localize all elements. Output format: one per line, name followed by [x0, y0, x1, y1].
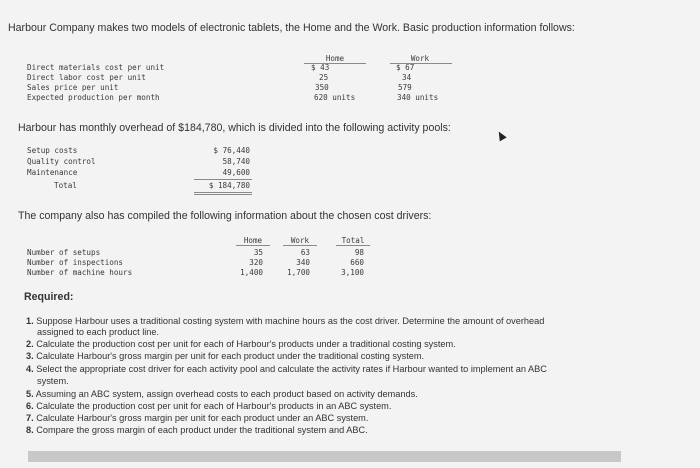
- requirement-continuation: system.: [37, 376, 69, 386]
- pool-total-label: Total: [54, 181, 77, 190]
- requirement-text: Select the appropriate cost driver for each activity pool and calculate the activity rates if Harbour wanted to implement an ABC: [36, 364, 547, 374]
- production-row-work: $ 67: [396, 63, 415, 72]
- production-row-home: $ 43: [311, 63, 330, 72]
- pool-value: 58,740: [222, 157, 250, 166]
- requirement-number: 8.: [26, 425, 34, 435]
- driver-home: 35: [253, 248, 263, 257]
- driver-total: 3,100: [341, 268, 364, 277]
- mouse-cursor-icon: [495, 130, 506, 142]
- requirement-item: [26, 351, 424, 362]
- production-row-label: Direct materials cost per unit: [27, 63, 165, 72]
- production-row-work: 579: [398, 83, 412, 92]
- production-header-home: Home: [325, 54, 345, 63]
- pool-value: 49,600: [222, 168, 250, 177]
- requirement-text: Compare the gross margin of each product under the traditional system and ABC.: [36, 425, 368, 435]
- intro-text: Harbour Company makes two models of electronic tablets, the Home and the Work. Basic production information follows:: [8, 22, 575, 34]
- requirement-item: [26, 389, 418, 400]
- drivers-header-work: Work: [290, 236, 310, 245]
- requirement-number: 2.: [26, 339, 34, 349]
- driver-work: 340: [296, 258, 310, 267]
- requirement-item: [26, 339, 456, 350]
- production-row-work: 340 units: [397, 93, 439, 102]
- answer-input-bar[interactable]: [28, 451, 621, 462]
- requirement-number: 7.: [26, 413, 34, 423]
- driver-label: Number of setups: [27, 248, 101, 257]
- requirement-text: Calculate the production cost per unit for each of Harbour's products under a traditional costing system.: [36, 339, 456, 349]
- production-row-home: 25: [319, 73, 329, 82]
- pool-value: $ 76,440: [213, 146, 250, 155]
- requirement-number: 5.: [26, 389, 34, 399]
- requirement-item: [26, 364, 547, 375]
- production-row-home: 350: [315, 83, 329, 92]
- requirement-number: 6.: [26, 401, 34, 411]
- pool-label: Quality control: [27, 157, 96, 166]
- drivers-text: The company also has compiled the following information about the chosen cost drivers:: [18, 210, 432, 222]
- drivers-header-total: Total: [341, 236, 365, 245]
- requirement-item: [26, 316, 544, 327]
- requirement-item: [26, 401, 391, 412]
- driver-home: 1,400: [240, 268, 263, 277]
- driver-label: Number of machine hours: [27, 268, 133, 277]
- requirement-continuation: assigned to each product line.: [37, 327, 160, 337]
- driver-total: 98: [354, 248, 364, 257]
- driver-home: 320: [249, 258, 263, 267]
- requirement-item: [26, 425, 368, 436]
- requirement-text: Calculate the production cost per unit for each of Harbour's products in an ABC system.: [36, 401, 392, 411]
- pool-label: Maintenance: [27, 168, 78, 177]
- requirement-item: [26, 413, 368, 424]
- production-row-home: 620 units: [314, 93, 356, 102]
- pool-total-value: $ 184,780: [208, 181, 250, 190]
- required-heading: Required:: [24, 291, 74, 303]
- drivers-header-home: Home: [243, 236, 263, 245]
- requirement-number: 4.: [26, 364, 34, 374]
- overhead-text: Harbour has monthly overhead of $184,780, which is divided into the following activity pools:: [18, 122, 451, 134]
- production-row-label: Expected production per month: [27, 93, 160, 102]
- production-row-label: Direct labor cost per unit: [27, 73, 146, 82]
- production-row-work: 34: [402, 73, 412, 82]
- requirement-number: 3.: [26, 351, 34, 361]
- requirement-text: Suppose Harbour uses a traditional costing system with machine hours as the cost driver. Determine the amount of overhead: [36, 316, 545, 326]
- requirement-number: 1.: [26, 316, 34, 326]
- requirement-text: Calculate Harbour's gross margin per unit for each product under an ABC system.: [36, 413, 369, 423]
- driver-work: 63: [300, 248, 310, 257]
- pool-label: Setup costs: [27, 146, 78, 155]
- driver-work: 1,700: [287, 268, 310, 277]
- requirement-text: Calculate Harbour's gross margin per unit for each product under the traditional costing system.: [36, 351, 425, 361]
- requirement-text: Assuming an ABC system, assign overhead costs to each product based on activity demands.: [35, 389, 418, 399]
- production-header-work: Work: [410, 54, 430, 63]
- driver-total: 660: [350, 258, 364, 267]
- driver-label: Number of inspections: [27, 258, 124, 267]
- production-row-label: Sales price per unit: [27, 83, 119, 92]
